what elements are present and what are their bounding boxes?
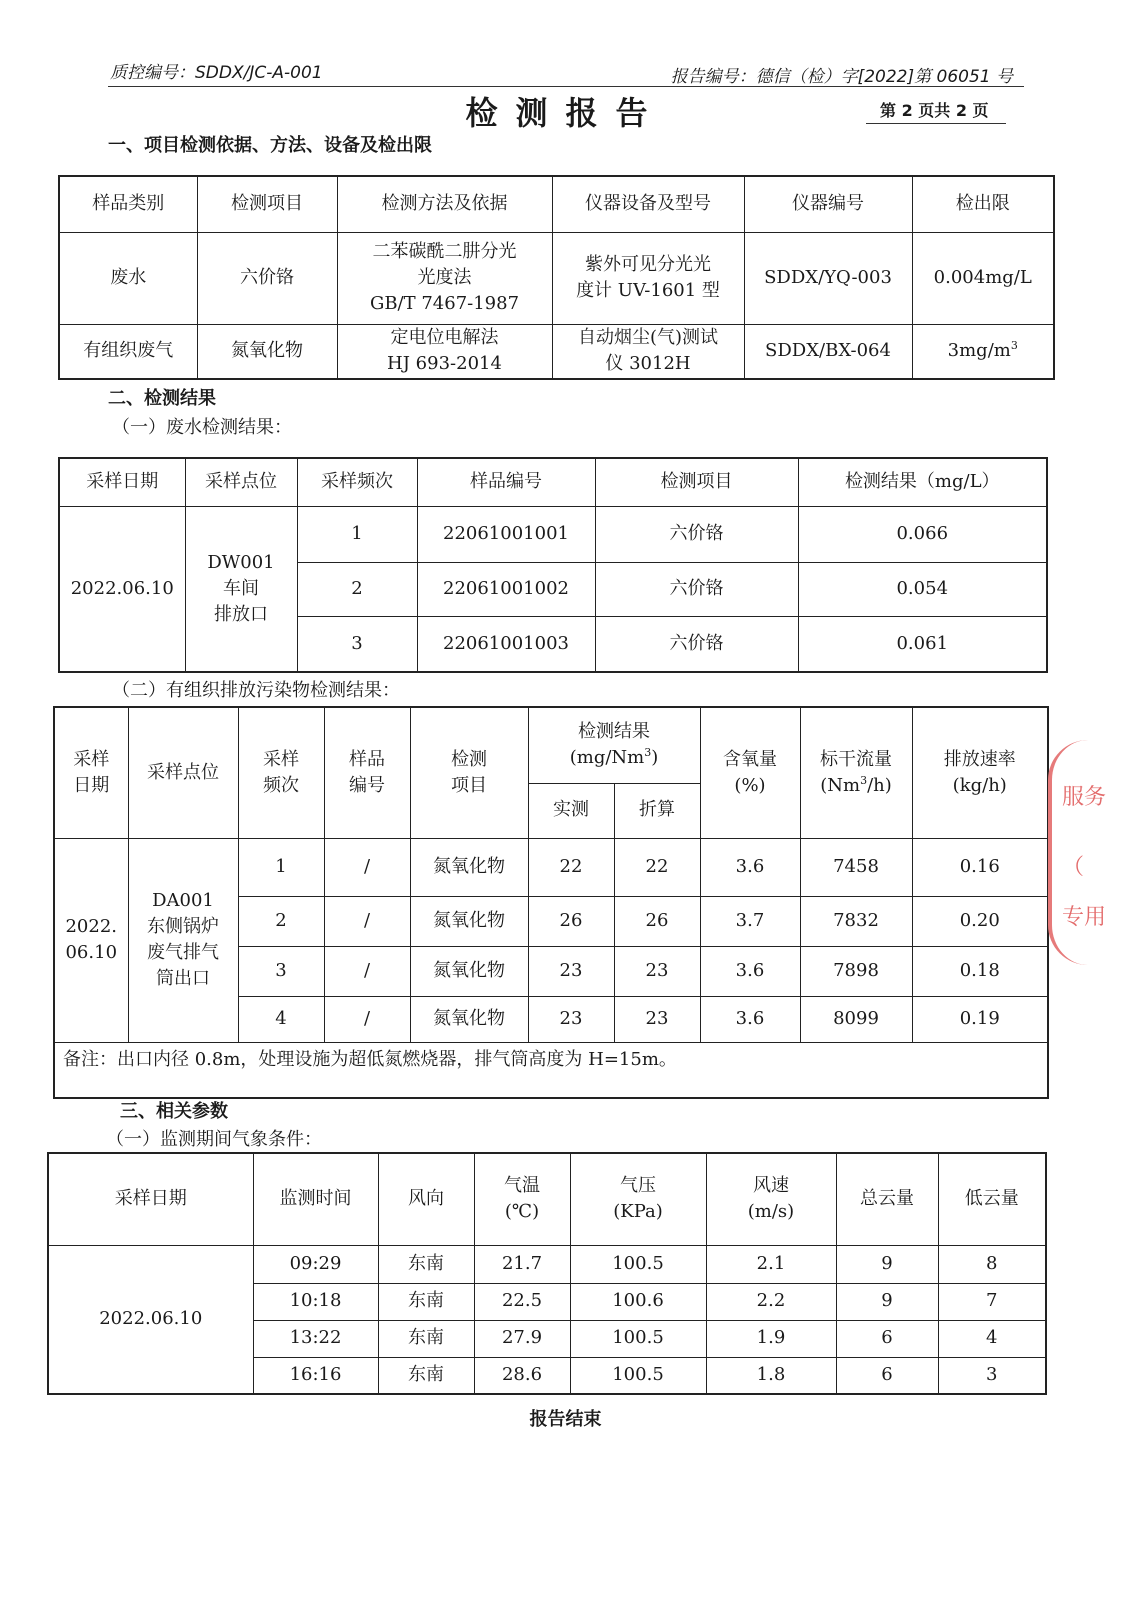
rate-cell: 0.18 (912, 946, 1048, 996)
table-row (59, 506, 1047, 562)
th-frequency-line: 频次 (263, 774, 299, 796)
wind-speed-cell: 2.2 (706, 1283, 836, 1320)
frequency-cell: 3 (297, 616, 417, 672)
wastewater-header (59, 458, 1047, 506)
th-time: 监测时间 (253, 1153, 378, 1245)
result-cell: 0.066 (798, 506, 1047, 562)
converted-cell: 22 (614, 838, 700, 896)
th-rate-line: 排放速率 (943, 748, 1016, 770)
measured-cell: 23 (528, 996, 614, 1042)
wind-speed-cell: 2.1 (706, 1245, 836, 1283)
site-line: 车间 (223, 577, 259, 599)
temperature-cell: 28.6 (474, 1357, 570, 1394)
limit-superscript: 3 (1010, 339, 1018, 353)
method-table-header (59, 176, 1054, 232)
measured-cell: 22 (528, 838, 614, 896)
pressure-cell: 100.6 (570, 1283, 706, 1320)
th-rate-line: (kg/h) (952, 774, 1007, 796)
instrument-line: 仪 3012H (605, 353, 691, 375)
date-line: 2022. (65, 915, 118, 937)
frequency-cell: 2 (297, 562, 417, 616)
measured-cell: 23 (528, 946, 614, 996)
flow-cell: 7458 (800, 838, 912, 896)
wind-direction-cell: 东南 (378, 1283, 474, 1320)
oxygen-cell: 3.6 (700, 838, 800, 896)
wind-direction-cell: 东南 (378, 1357, 474, 1394)
th-rate (912, 707, 1048, 838)
wind-direction-cell: 东南 (378, 1320, 474, 1357)
frequency-cell: 1 (238, 838, 324, 896)
rate-cell: 0.20 (912, 896, 1048, 946)
result-cell: 0.054 (798, 562, 1047, 616)
sample-cell: / (324, 896, 410, 946)
th-method: 检测方法及依据 (337, 176, 552, 232)
weather-subtitle: （一）监测期间气象条件： (106, 1129, 322, 1150)
limit-value: 3mg/m (947, 340, 1011, 362)
section2-title: 二、检测结果 (108, 388, 216, 409)
table-row (48, 1245, 1046, 1283)
limit-cell: 0.004mg/L (912, 232, 1054, 324)
th-wind-speed-line: (m/s) (747, 1201, 795, 1223)
th-pressure-line: (KPa) (613, 1201, 663, 1223)
weather-header (48, 1153, 1046, 1245)
site-cell (128, 838, 238, 1042)
th-limit: 检出限 (912, 176, 1054, 232)
th-wind-direction: 风向 (378, 1153, 474, 1245)
th-sample-no: 样品编号 (417, 458, 595, 506)
instrument-id-cell: SDDX/YQ-003 (744, 232, 912, 324)
wind-direction-cell: 东南 (378, 1245, 474, 1283)
th-item: 检测项目 (595, 458, 798, 506)
frequency-cell: 3 (238, 946, 324, 996)
th-date: 采样日期 (48, 1153, 253, 1245)
method-cell (337, 324, 552, 379)
section1-title: 一、项目检测依据、方法、设备及检出限 (108, 135, 432, 156)
note-cell: 备注：出口内径 0.8m，处理设施为超低氮燃烧器，排气筒高度为 H=15m。 (54, 1042, 1048, 1098)
pressure-cell: 100.5 (570, 1320, 706, 1357)
measured-cell: 26 (528, 896, 614, 946)
item-cell: 氮氧化物 (410, 838, 528, 896)
method-row (59, 232, 1054, 324)
th-date (54, 707, 128, 838)
th-temp-line: 气温 (504, 1175, 540, 1197)
total-cloud-cell: 9 (836, 1283, 938, 1320)
total-cloud-cell: 6 (836, 1357, 938, 1394)
th-oxygen-line: (%) (734, 774, 766, 796)
time-cell: 16:16 (253, 1357, 378, 1394)
th-date-line: 采样 (73, 748, 110, 770)
th-flow (800, 707, 912, 838)
unit-text: (mg/Nm (569, 747, 645, 769)
category-cell: 有组织废气 (59, 324, 197, 379)
th-wind-speed-line: 风速 (753, 1175, 789, 1197)
sample-cell: 22061001001 (417, 506, 595, 562)
th-instrument: 仪器设备及型号 (552, 176, 744, 232)
total-cloud-cell: 6 (836, 1320, 938, 1357)
th-frequency: 采样频次 (297, 458, 417, 506)
time-cell: 13:22 (253, 1320, 378, 1357)
th-date: 采样日期 (59, 458, 185, 506)
date-cell: 2022.06.10 (59, 506, 185, 672)
th-temperature (474, 1153, 570, 1245)
instrument-cell (552, 324, 744, 379)
method-line: HJ 693-2014 (387, 353, 502, 375)
wind-speed-cell: 1.9 (706, 1320, 836, 1357)
method-line: 定电位电解法 (390, 327, 499, 349)
seal-text: 专用 (1062, 905, 1107, 930)
limit-cell (912, 324, 1054, 379)
seal-text: （ (1062, 855, 1085, 880)
wastewater-subtitle: （一）废水检测结果： (112, 417, 292, 438)
method-line: 光度法 (417, 266, 472, 288)
th-measured: 实测 (528, 783, 614, 838)
th-item: 检测项目 (197, 176, 337, 232)
flow-cell: 7832 (800, 896, 912, 946)
temperature-cell: 27.9 (474, 1320, 570, 1357)
page-number-underline (866, 123, 1006, 124)
th-pressure-line: 气压 (620, 1175, 656, 1197)
item-cell: 六价铬 (197, 232, 337, 324)
item-cell: 六价铬 (595, 562, 798, 616)
instrument-line: 紫外可见分光光 (585, 253, 711, 275)
low-cloud-cell: 8 (938, 1245, 1046, 1283)
method-line: GB/T 7467-1987 (369, 293, 520, 315)
th-temp-line: (℃) (504, 1201, 540, 1223)
qc-number: 质控编号：SDDX/JC-A-001 (110, 63, 323, 83)
frequency-cell: 4 (238, 996, 324, 1042)
oxygen-cell: 3.7 (700, 896, 800, 946)
frequency-cell: 1 (297, 506, 417, 562)
converted-cell: 23 (614, 946, 700, 996)
th-frequency-line: 采样 (263, 748, 299, 770)
th-category: 样品类别 (59, 176, 197, 232)
th-frequency (238, 707, 324, 838)
converted-cell: 26 (614, 896, 700, 946)
temperature-cell: 21.7 (474, 1245, 570, 1283)
time-cell: 10:18 (253, 1283, 378, 1320)
th-pressure (570, 1153, 706, 1245)
emission-table (53, 706, 1049, 1099)
emission-subtitle: （二）有组织排放污染物检测结果： (112, 680, 400, 701)
th-converted: 折算 (614, 783, 700, 838)
report-number: 报告编号：德信（检）字[2022]第 06051 号 (670, 67, 1013, 87)
oxygen-cell: 3.6 (700, 996, 800, 1042)
date-cell: 2022.06.10 (48, 1245, 253, 1394)
category-cell: 废水 (59, 232, 197, 324)
site-line: 排放口 (214, 603, 268, 625)
pressure-cell: 100.5 (570, 1357, 706, 1394)
th-instrument-id: 仪器编号 (744, 176, 912, 232)
unit-sup: 3 (860, 773, 868, 787)
frequency-cell: 2 (238, 896, 324, 946)
sample-cell: / (324, 946, 410, 996)
official-seal-fragment (1048, 740, 1131, 965)
th-result: 检测结果（mg/L） (798, 458, 1047, 506)
method-line: 二苯碳酰二肼分光 (372, 240, 517, 262)
item-cell: 六价铬 (595, 616, 798, 672)
weather-table (47, 1152, 1047, 1395)
item-cell: 氮氧化物 (410, 996, 528, 1042)
section3-title: 三、相关参数 (120, 1101, 228, 1122)
site-cell (185, 506, 297, 672)
sample-cell: 22061001003 (417, 616, 595, 672)
low-cloud-cell: 7 (938, 1283, 1046, 1320)
converted-cell: 23 (614, 996, 700, 1042)
item-cell: 氮氧化物 (197, 324, 337, 379)
pressure-cell: 100.5 (570, 1245, 706, 1283)
item-cell: 六价铬 (595, 506, 798, 562)
th-result (528, 707, 700, 783)
instrument-line: 自动烟尘(气)测试 (577, 327, 719, 349)
unit-text: /h) (867, 774, 892, 796)
th-oxygen (700, 707, 800, 838)
site-line: DA001 (152, 889, 214, 911)
instrument-id-cell: SDDX/BX-064 (744, 324, 912, 379)
th-low-cloud: 低云量 (938, 1153, 1046, 1245)
rate-cell: 0.16 (912, 838, 1048, 896)
site-line: DW001 (207, 551, 275, 573)
method-cell (337, 232, 552, 324)
unit-text: (Nm (820, 774, 861, 796)
th-date-line: 日期 (73, 774, 110, 796)
header-divider (108, 86, 1024, 87)
sample-cell: / (324, 996, 410, 1042)
th-flow-line: 标干流量 (820, 748, 892, 770)
note-row (54, 1042, 1048, 1098)
th-sample-line: 编号 (349, 774, 385, 796)
th-item (410, 707, 528, 838)
method-table (58, 175, 1055, 380)
item-cell: 氮氧化物 (410, 946, 528, 996)
th-item-line: 检测 (451, 748, 487, 770)
oxygen-cell: 3.6 (700, 946, 800, 996)
table-row (54, 838, 1048, 896)
item-cell: 氮氧化物 (410, 896, 528, 946)
th-result-unit (531, 745, 698, 771)
date-cell (54, 838, 128, 1042)
th-total-cloud: 总云量 (836, 1153, 938, 1245)
sample-cell: / (324, 838, 410, 896)
low-cloud-cell: 3 (938, 1357, 1046, 1394)
site-line: 废气排气 (147, 942, 219, 963)
low-cloud-cell: 4 (938, 1320, 1046, 1357)
instrument-cell (552, 232, 744, 324)
site-line: 筒出口 (156, 968, 210, 990)
flow-cell: 7898 (800, 946, 912, 996)
method-row (59, 324, 1054, 379)
result-cell: 0.061 (798, 616, 1047, 672)
temperature-cell: 22.5 (474, 1283, 570, 1320)
instrument-line: 度计 UV-1601 型 (576, 280, 720, 301)
report-end: 报告结束 (529, 1409, 602, 1430)
date-line: 06.10 (65, 942, 118, 963)
total-cloud-cell: 9 (836, 1245, 938, 1283)
flow-cell: 8099 (800, 996, 912, 1042)
page-title: 检测报告 (465, 94, 666, 132)
th-sample-no (324, 707, 410, 838)
wind-speed-cell: 1.8 (706, 1357, 836, 1394)
th-wind-speed (706, 1153, 836, 1245)
rate-cell: 0.19 (912, 996, 1048, 1042)
site-line: 东侧锅炉 (147, 915, 219, 937)
th-site: 采样点位 (185, 458, 297, 506)
th-flow-unit (803, 773, 910, 799)
th-item-line: 项目 (451, 774, 487, 796)
th-sample-line: 样品 (349, 748, 385, 770)
time-cell: 09:29 (253, 1245, 378, 1283)
emission-header-row1 (54, 707, 1048, 783)
th-site: 采样点位 (128, 707, 238, 838)
page-number: 第 2 页共 2 页 (880, 101, 989, 120)
th-oxygen-line: 含氧量 (723, 748, 777, 770)
th-result-line: 检测结果 (578, 721, 650, 743)
wastewater-table (58, 457, 1048, 673)
unit-text: ) (651, 747, 659, 769)
seal-text: 服务 (1062, 785, 1107, 810)
unit-sup: 3 (644, 746, 652, 760)
sample-cell: 22061001002 (417, 562, 595, 616)
